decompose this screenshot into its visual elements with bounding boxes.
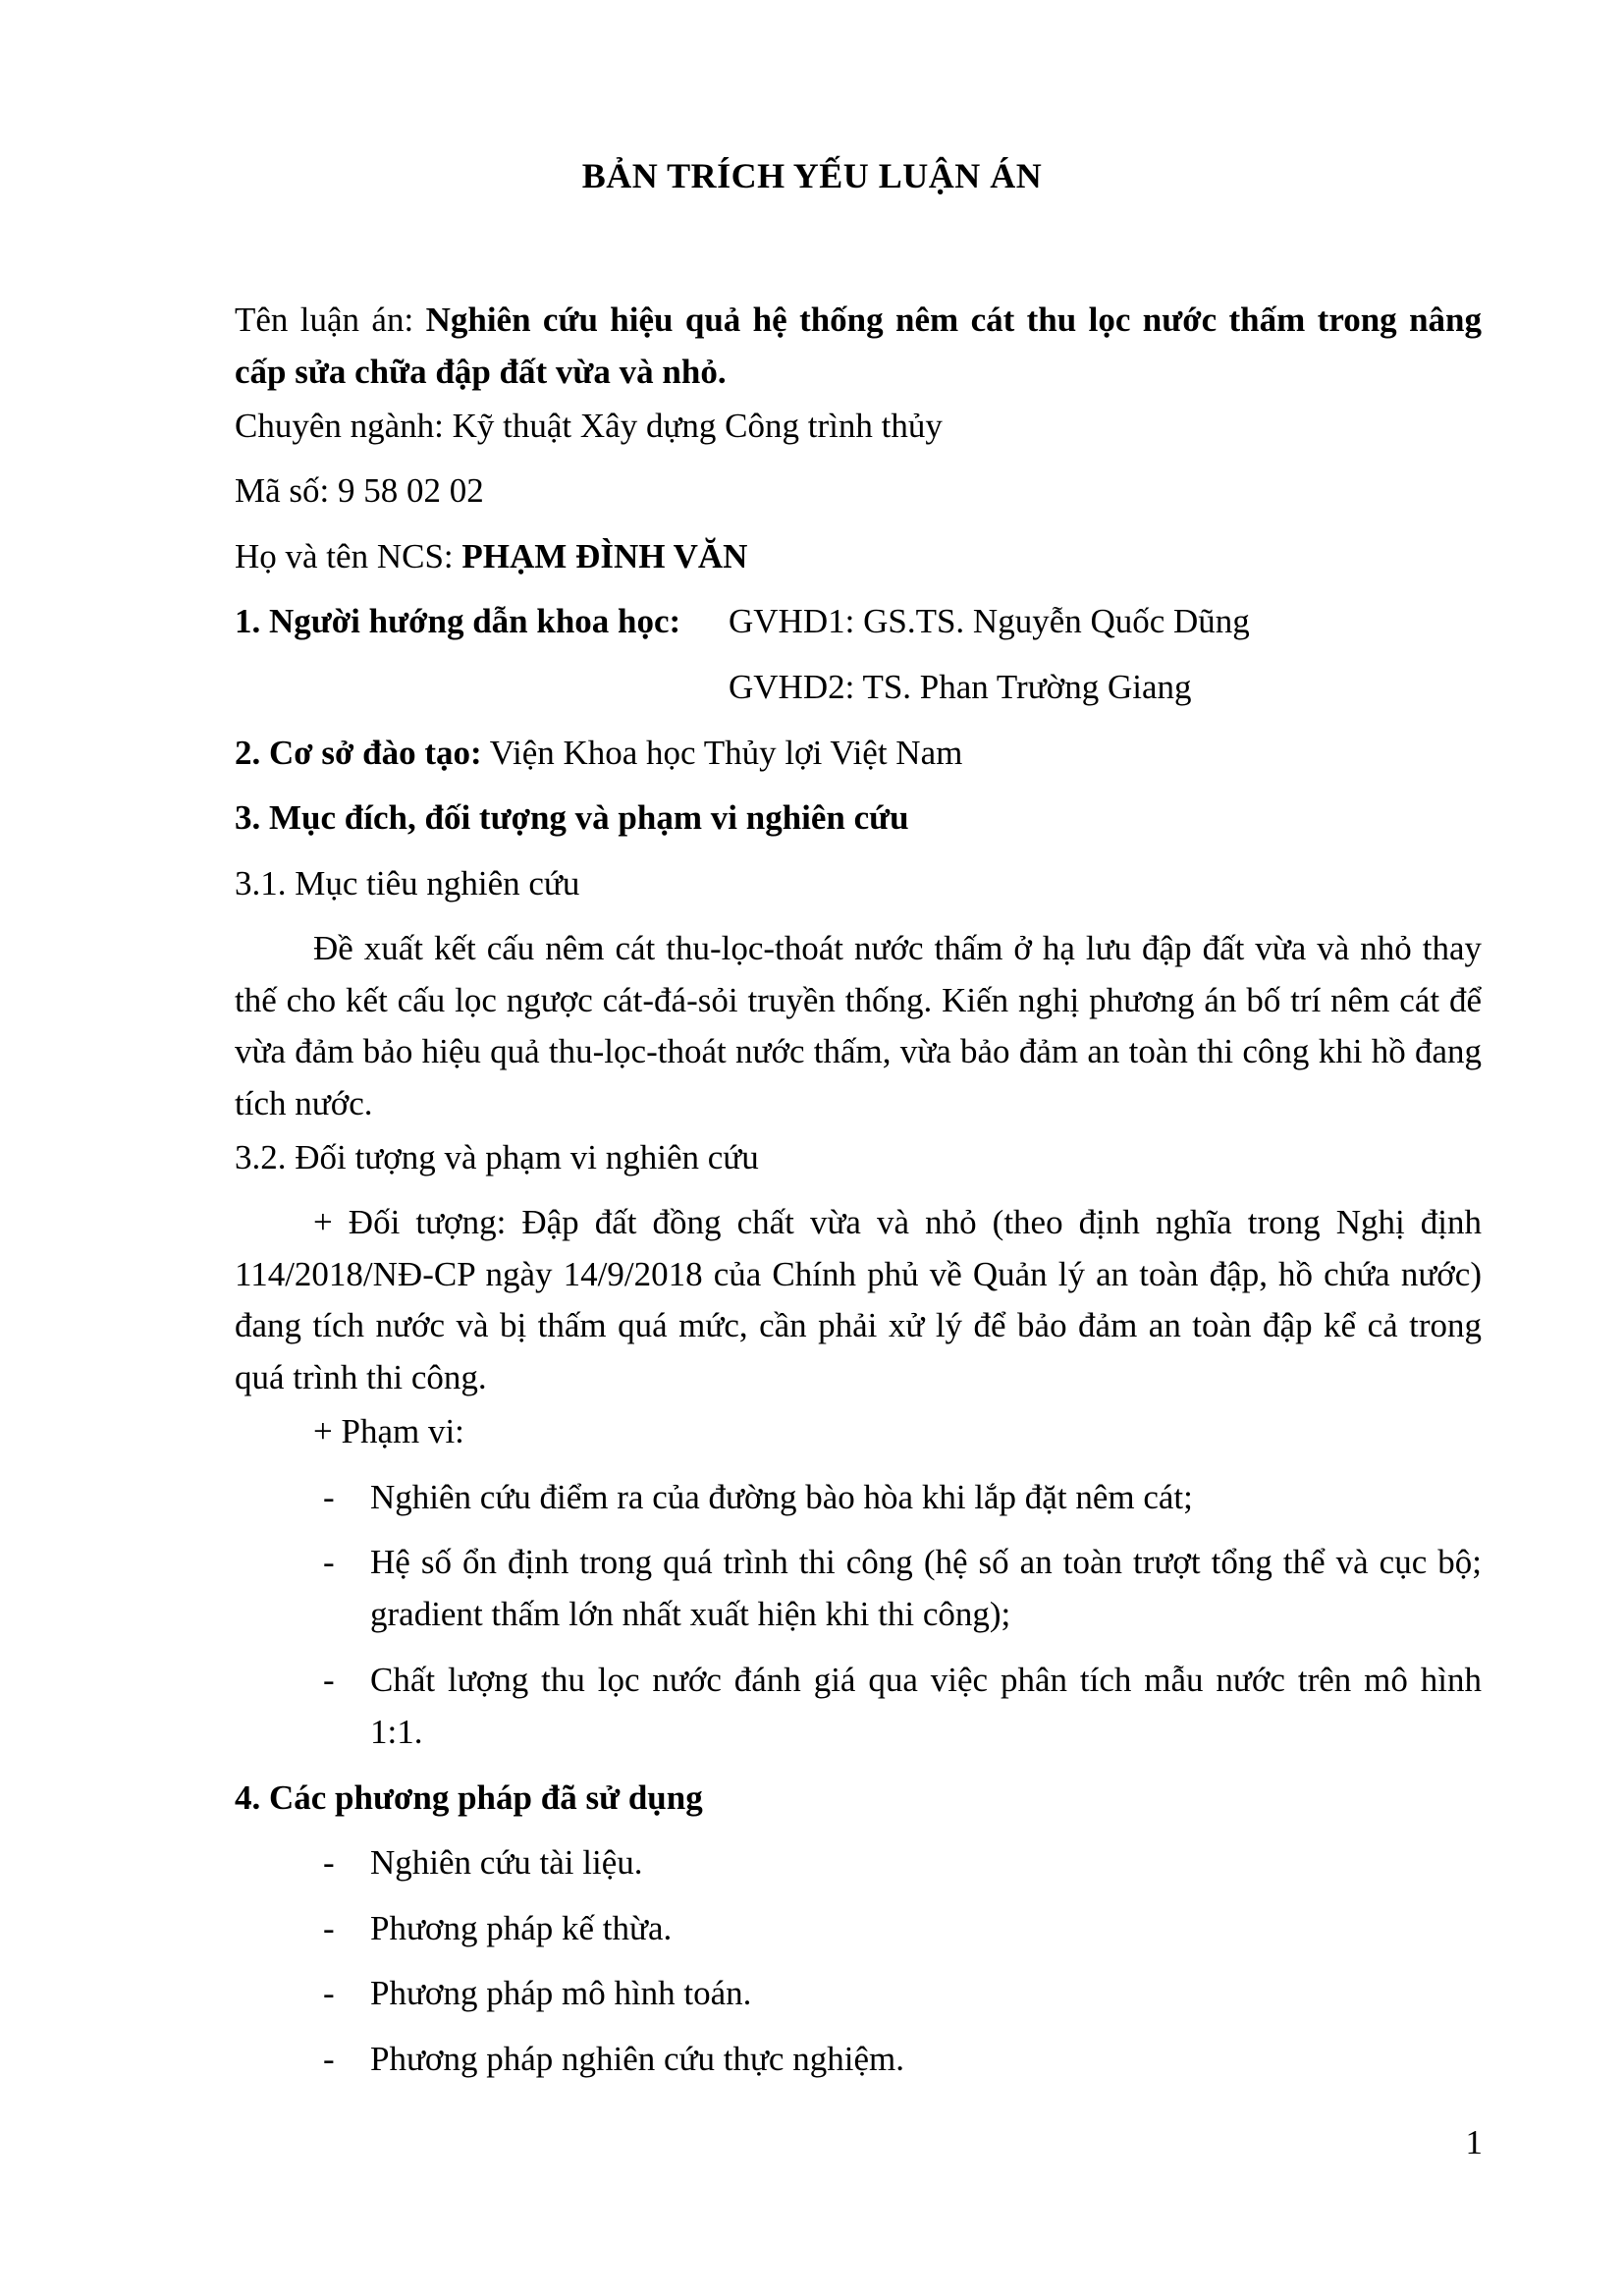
advisor-2: GVHD2: TS. Phan Trường Giang xyxy=(729,668,1192,706)
method-item xyxy=(235,1968,1482,2020)
method-item xyxy=(235,2034,1482,2086)
dash-marker: - xyxy=(323,1478,335,1516)
specialty-line: Chuyên ngành: Kỹ thuật Xây dựng Công trình thủy xyxy=(235,407,943,445)
method-item-text: Phương pháp nghiên cứu thực nghiệm. xyxy=(370,2040,904,2078)
scope-item-text: Nghiên cứu điểm ra của đường bào hòa khi lắp đặt nêm cát; xyxy=(370,1478,1193,1516)
method-item xyxy=(235,1903,1482,1955)
thesis-title: Nghiên cứu hiệu quả hệ thống nêm cát thu lọc nước thấm trong nâng cấp sửa chữa đập đất vừa và nhỏ. xyxy=(235,301,1482,391)
advisor-heading: 1. Người hướng dẫn khoa học: xyxy=(235,602,681,640)
method-item xyxy=(235,1837,1482,1889)
dash-marker: - xyxy=(323,1661,335,1699)
scope-item-text: Hệ số ổn định trong quá trình thi công (hệ số an toàn trượt tổng thể và cục bộ; gradient thấm lớn nhất xuất hiện khi thi công); xyxy=(370,1543,1482,1633)
advisor-line-1 xyxy=(0,596,1624,647)
institution-name: Viện Khoa học Thủy lợi Việt Nam xyxy=(481,734,963,772)
section-3-heading: 3. Mục đích, đối tượng và phạm vi nghiên cứu xyxy=(235,798,909,837)
subsection-3-2-heading: 3.2. Đối tượng và phạm vi nghiên cứu xyxy=(235,1138,759,1176)
subsection-3-1-body: Đề xuất kết cấu nêm cát thu-lọc-thoát nước thấm ở hạ lưu đập đất vừa và nhỏ thay thế cho kết cấu lọc ngược cát-đá-sỏi truyền thống. Kiến nghị phương án bố trí nêm cát để vừa đảm bảo hiệu quả thu-lọc-thoát nước thấm, vừa bảo đảm an toàn thi công khi hồ đang tích nước. xyxy=(235,929,1482,1122)
code-line: Mã số: 9 58 02 02 xyxy=(235,471,484,510)
page-number: 1 xyxy=(1465,2123,1483,2161)
advisor-1: GVHD1: GS.TS. Nguyễn Quốc Dũng xyxy=(729,602,1250,640)
institution-line xyxy=(235,728,1482,779)
subsection-3-2-object: + Đối tượng: Đập đất đồng chất vừa và nhỏ (theo định nghĩa trong Nghị định 114/2018/NĐ-CP ngày 14/9/2018 của Chính phủ về Quản lý an toàn đập, hồ chứa nước) đang tích nước và bị thấm quá mức, cần phải xử lý để bảo đảm an toàn đập kể cả trong quá trình thi công. xyxy=(235,1203,1482,1396)
dash-marker: - xyxy=(323,2040,335,2078)
method-item-text: Nghiên cứu tài liệu. xyxy=(370,1843,643,1882)
dash-marker: - xyxy=(323,1974,335,2012)
method-item-text: Phương pháp mô hình toán. xyxy=(370,1974,752,2012)
candidate-name: PHẠM ĐÌNH VĂN xyxy=(461,537,748,575)
scope-item xyxy=(235,1537,1482,1640)
scope-item-text: Chất lượng thu lọc nước đánh giá qua việc phân tích mẫu nước trên mô hình 1:1. xyxy=(370,1661,1482,1751)
method-item-text: Phương pháp kế thừa. xyxy=(370,1909,673,1947)
dash-marker: - xyxy=(323,1909,335,1947)
subsection-3-1-heading: 3.1. Mục tiêu nghiên cứu xyxy=(235,864,580,902)
scope-item xyxy=(235,1472,1482,1524)
section-4-heading: 4. Các phương pháp đã sử dụng xyxy=(235,1778,703,1817)
candidate-label: Họ và tên NCS: xyxy=(235,537,462,575)
candidate-line xyxy=(235,531,1482,582)
institution-heading: 2. Cơ sở đào tạo: xyxy=(235,734,482,772)
dash-marker: - xyxy=(323,1843,335,1882)
scope-item xyxy=(235,1655,1482,1758)
document-heading: BẢN TRÍCH YẾU LUẬN ÁN xyxy=(581,156,1043,195)
thesis-title-line xyxy=(235,295,1482,398)
advisor-line-2 xyxy=(0,662,1624,713)
dash-marker: - xyxy=(323,1543,335,1581)
thesis-label: Tên luận án: xyxy=(235,301,426,339)
scope-label: + Phạm vi: xyxy=(313,1412,464,1450)
